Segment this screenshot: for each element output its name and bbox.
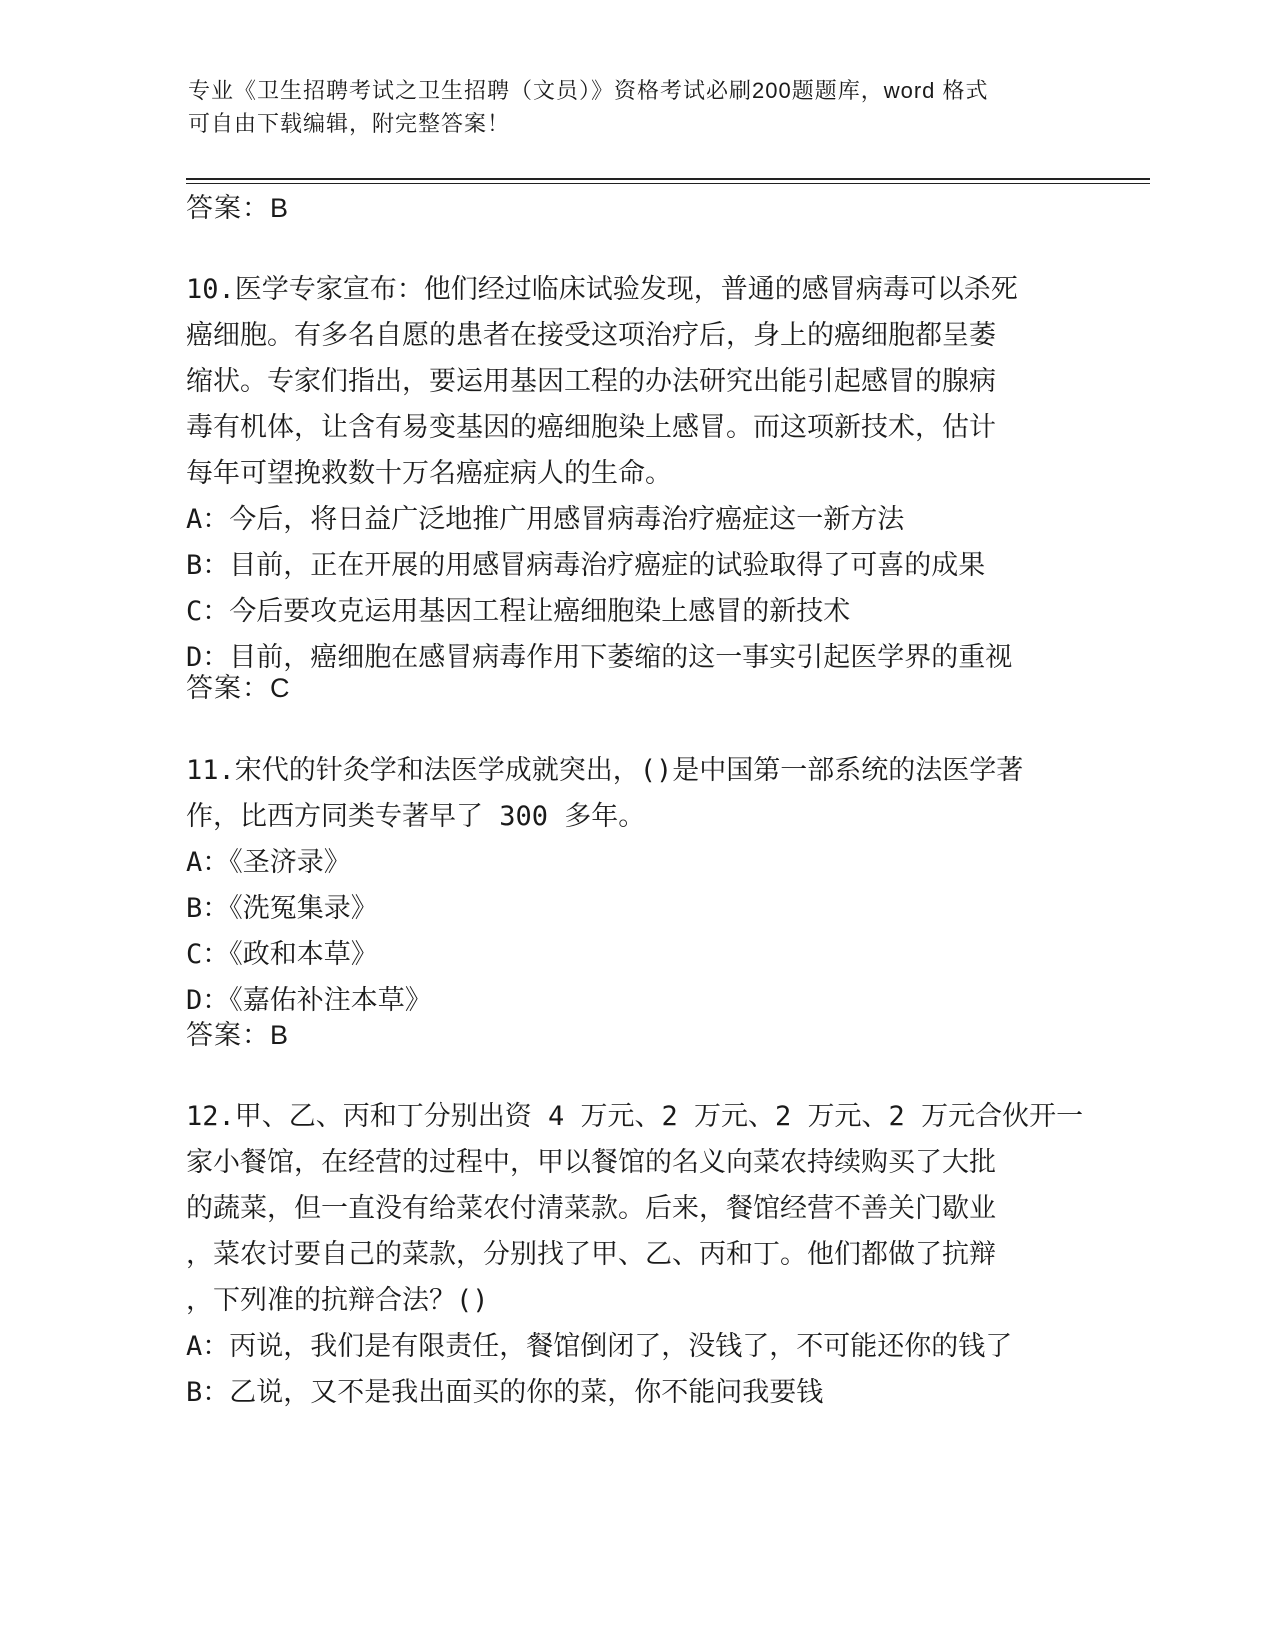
question-10-option-c: C：今后要攻克运用基因工程让癌细胞染上感冒的新技术 (186, 596, 851, 627)
answer-9: 答案：B (186, 193, 290, 223)
question-11-option-b: B：《洗冤集录》 (186, 893, 378, 924)
question-12-option-a: A：丙说，我们是有限责任，餐馆倒闭了，没钱了，不可能还你的钱了 (186, 1331, 1013, 1362)
question-12-option-b: B：乙说，又不是我出面买的你的菜，你不能问我要钱 (186, 1377, 824, 1408)
question-10-line: 缩状。专家们指出，要运用基因工程的办法研究出能引起感冒的腺病 (186, 366, 996, 397)
answer-10: 答案：C (186, 673, 291, 703)
question-11-option-c: C：《政和本草》 (186, 939, 378, 970)
question-10-line: 癌细胞。有多名自愿的患者在接受这项治疗后，身上的癌细胞都呈萎 (186, 320, 996, 351)
question-12 (186, 1094, 1086, 1416)
question-12-line: ，菜农讨要自己的菜款，分别找了甲、乙、丙和丁。他们都做了抗辩 (186, 1239, 996, 1270)
question-10-option-d: D：目前，癌细胞在感冒病毒作用下萎缩的这一事实引起医学界的重视 (186, 642, 1013, 673)
question-10-option-a: A：今后，将日益广泛地推广用感冒病毒治疗癌症这一新方法 (186, 504, 905, 535)
question-12-line: 12.甲、乙、丙和丁分别出资 4 万元、2 万元、2 万元、2 万元合伙开一 (186, 1101, 1084, 1132)
question-10 (186, 267, 1086, 681)
question-10-line: 毒有机体，让含有易变基因的癌细胞染上感冒。而这项新技术，估计 (186, 412, 996, 443)
question-12-line: ，下列准的抗辩合法？() (186, 1285, 489, 1316)
question-11-option-a: A：《圣济录》 (186, 847, 351, 878)
question-12-line: 家小餐馆，在经营的过程中，甲以餐馆的名义向菜农持续购买了大批 (186, 1147, 996, 1178)
header-divider-thin (186, 183, 1150, 184)
question-11-line: 作，比西方同类专著早了 300 多年。 (186, 801, 646, 832)
question-10-line: 10.医学专家宣布：他们经过临床试验发现，普通的感冒病毒可以杀死 (186, 274, 1018, 305)
question-12-line: 的蔬菜，但一直没有给菜农付清菜款。后来，餐馆经营不善关门歇业 (186, 1193, 996, 1224)
document-header (188, 74, 1068, 140)
header-line-1: 专业《卫生招聘考试之卫生招聘（文员）》资格考试必刷200题题库，word 格式 (188, 78, 989, 103)
question-10-line: 每年可望挽救数十万名癌症病人的生命。 (186, 458, 672, 489)
question-11-option-d: D：《嘉佑补注本草》 (186, 985, 432, 1016)
question-11 (186, 748, 1086, 1024)
question-11-line: 11.宋代的针灸学和法医学成就突出，()是中国第一部系统的法医学著 (186, 755, 1024, 786)
question-10-option-b: B：目前，正在开展的用感冒病毒治疗癌症的试验取得了可喜的成果 (186, 550, 986, 581)
header-line-2: 可自由下载编辑，附完整答案！ (188, 111, 511, 136)
header-divider-thick (186, 178, 1150, 180)
answer-11: 答案：B (186, 1020, 290, 1050)
